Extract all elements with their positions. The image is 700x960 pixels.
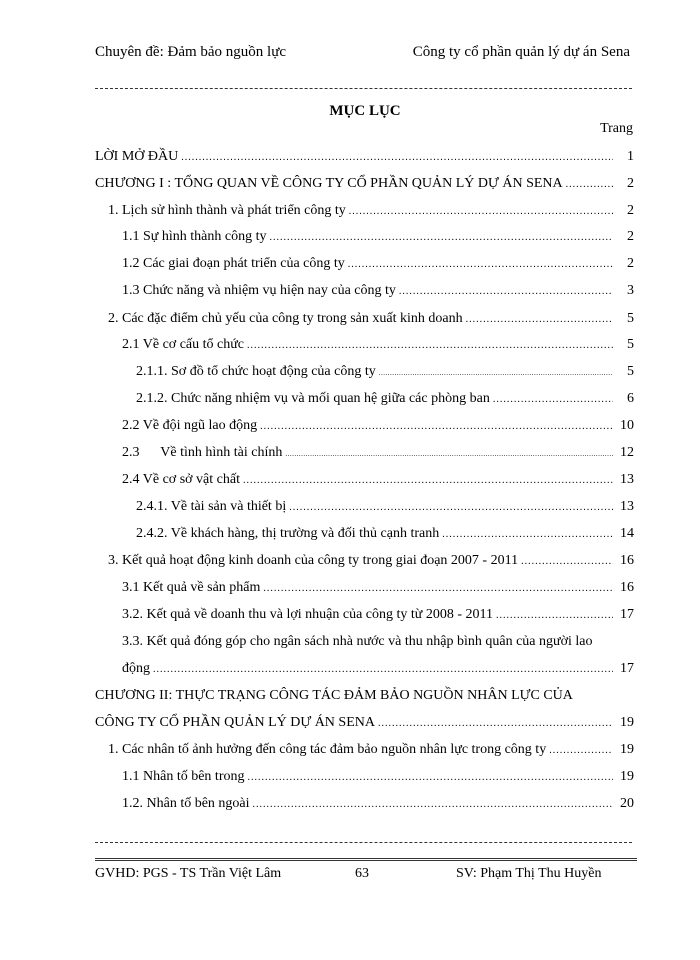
toc-entry-page: 20 (620, 796, 634, 811)
toc-leader (466, 314, 613, 325)
toc-leader (289, 502, 613, 513)
toc-leader (496, 610, 613, 621)
toc-entry-page: 19 (620, 715, 634, 730)
toc-entry-page: 13 (620, 472, 634, 487)
toc-entry-text: 1.2 Các giai đoạn phát triển của công ty (122, 256, 345, 271)
toc-entry-page: 14 (620, 526, 634, 541)
toc-leader (549, 745, 613, 756)
toc-entry-text: 1.1 Nhân tố bên trong (122, 769, 245, 784)
toc-entry-page: 3 (627, 283, 634, 298)
toc-entry-page: 5 (627, 311, 634, 326)
toc-entry[interactable] (95, 176, 634, 196)
page-title: MỤC LỤC (329, 103, 401, 119)
toc-entry-page: 16 (620, 553, 634, 568)
toc-entry-text: 2.4.2. Về khách hàng, thị trường và đối thủ cạnh tranh (136, 526, 440, 541)
toc-entry-page: 2 (627, 203, 634, 218)
toc-entry-page: 2 (627, 176, 634, 191)
toc-entry[interactable] (136, 364, 634, 384)
toc-entry-text: 2. Các đặc điểm chủ yếu của công ty trong sản xuất kinh doanh (108, 311, 463, 326)
toc-entry-page: 19 (620, 742, 634, 757)
toc-entry[interactable] (122, 418, 634, 438)
toc-entry[interactable] (136, 499, 634, 519)
page-column-label: Trang (600, 121, 633, 136)
toc-entry-page: 17 (620, 661, 634, 676)
toc-leader (442, 529, 613, 540)
toc-leader (379, 369, 613, 377)
toc-entry-text: 2.1.2. Chức năng nhiệm vụ và mối quan hệ giữa các phòng ban (136, 391, 490, 406)
footer-divider (95, 842, 632, 843)
toc-leader (378, 718, 613, 729)
toc-entry-text: 2.4.1. Về tài sản và thiết bị (136, 499, 287, 514)
toc-entry[interactable] (108, 742, 634, 762)
toc-leader (566, 179, 613, 190)
toc-leader (348, 259, 613, 270)
toc-entry-page: 2 (627, 229, 634, 244)
toc-entry-text: CHƯƠNG I : TỔNG QUAN VỀ CÔNG TY CỔ PHẦN QUẢN LÝ DỰ ÁN SENA (95, 176, 563, 191)
toc-entry[interactable] (122, 256, 634, 276)
toc-leader (263, 583, 613, 594)
toc-entry-text: 2.4 Về cơ sở vật chất (122, 472, 240, 487)
toc-entry[interactable] (108, 311, 634, 331)
toc-leader (349, 206, 613, 217)
footer-supervisor: GVHD: PGS - TS Trần Việt Lâm (95, 866, 282, 881)
footer-rule (95, 858, 637, 861)
toc-entry[interactable] (122, 229, 634, 249)
toc-leader (247, 340, 613, 351)
toc-entry-text: 3.1 Kết quả về sản phẩm (122, 580, 261, 595)
toc-entry-text: 2.1.1. Sơ đồ tổ chức hoạt động của công ty (136, 364, 376, 379)
toc-entry-page: 1 (627, 149, 634, 164)
toc-entry-text: CÔNG TY CỔ PHẦN QUẢN LÝ DỰ ÁN SENA (95, 715, 375, 730)
toc-entry-page: 12 (620, 445, 634, 460)
toc-entry-page: 6 (627, 391, 634, 406)
toc-entry[interactable] (122, 337, 634, 357)
toc-leader (247, 772, 613, 783)
toc-leader (399, 286, 613, 297)
toc-entry[interactable] (122, 472, 634, 492)
toc-entry-text: LỜI MỞ ĐẦU (95, 149, 179, 164)
toc-entry[interactable] (136, 526, 634, 546)
toc-entry-text[interactable]: CHƯƠNG II: THỰC TRẠNG CÔNG TÁC ĐẢM BẢO NGUỒN NHÂN LỰC CỦA (95, 688, 573, 703)
toc-entry-page: 17 (620, 607, 634, 622)
toc-leader (521, 556, 613, 567)
toc-leader (260, 421, 613, 432)
footer-student: SV: Phạm Thị Thu Huyền (456, 866, 602, 881)
header-company: Công ty cổ phần quản lý dự án Sena (412, 44, 630, 60)
toc-leader (493, 394, 613, 405)
toc-leader (269, 232, 613, 243)
page-number: 63 (355, 866, 369, 881)
toc-leader (243, 475, 613, 486)
toc-leader (285, 450, 613, 458)
toc-entry[interactable] (122, 580, 634, 600)
toc-entry[interactable] (122, 445, 634, 465)
header-subject: Chuyên đề: Đảm bảo nguồn lực (95, 44, 287, 60)
toc-entry-text: 3.2. Kết quả về doanh thu và lợi nhuận của công ty từ 2008 - 2011 (122, 607, 494, 622)
toc-entry[interactable] (108, 553, 634, 573)
toc-entry[interactable] (122, 607, 634, 627)
toc-leader (153, 664, 613, 675)
toc-entry[interactable] (122, 661, 634, 681)
header-divider (95, 88, 632, 89)
toc-entry-text: 2.1 Về cơ cấu tổ chức (122, 337, 245, 352)
toc-entry[interactable] (108, 203, 634, 223)
toc-entry-page: 2 (627, 256, 634, 271)
toc-entry[interactable] (95, 715, 634, 735)
toc-entry-page: 13 (620, 499, 634, 514)
toc-leader (181, 152, 613, 163)
toc-entry[interactable] (122, 796, 634, 816)
toc-entry-text: 2.3 Về tình hình tài chính (122, 445, 283, 460)
toc-entry-page: 5 (627, 364, 634, 379)
toc-entry-text: 1.3 Chức năng và nhiệm vụ hiện nay của công ty (122, 283, 396, 298)
toc-leader (253, 799, 613, 810)
toc-entry-text: 1. Lịch sử hình thành và phát triển công ty (108, 203, 346, 218)
toc-entry-text: 3. Kết quả hoạt động kinh doanh của công ty trong giai đoạn 2007 - 2011 (108, 553, 519, 568)
toc-entry-page: 5 (627, 337, 634, 352)
toc-entry-text: 1. Các nhân tố ảnh hưởng đến công tác đảm bảo nguồn nhân lực trong công ty (108, 742, 547, 757)
toc-entry-page: 10 (620, 418, 634, 433)
toc-entry-text: động (122, 661, 150, 676)
toc-entry[interactable] (122, 769, 634, 789)
toc-entry-text[interactable]: 3.3. Kết quả đóng góp cho ngân sách nhà nước và thu nhập bình quân của người lao (122, 634, 593, 649)
toc-entry[interactable] (122, 283, 634, 303)
toc-entry-text: 2.2 Về đội ngũ lao động (122, 418, 258, 433)
toc-entry-page: 19 (620, 769, 634, 784)
toc-entry[interactable] (136, 391, 634, 411)
toc-entry-text: 1.2. Nhân tố bên ngoài (122, 796, 250, 811)
toc-entry-text: 1.1 Sự hình thành công ty (122, 229, 267, 244)
toc-entry[interactable] (95, 149, 634, 169)
toc-entry-page: 16 (620, 580, 634, 595)
